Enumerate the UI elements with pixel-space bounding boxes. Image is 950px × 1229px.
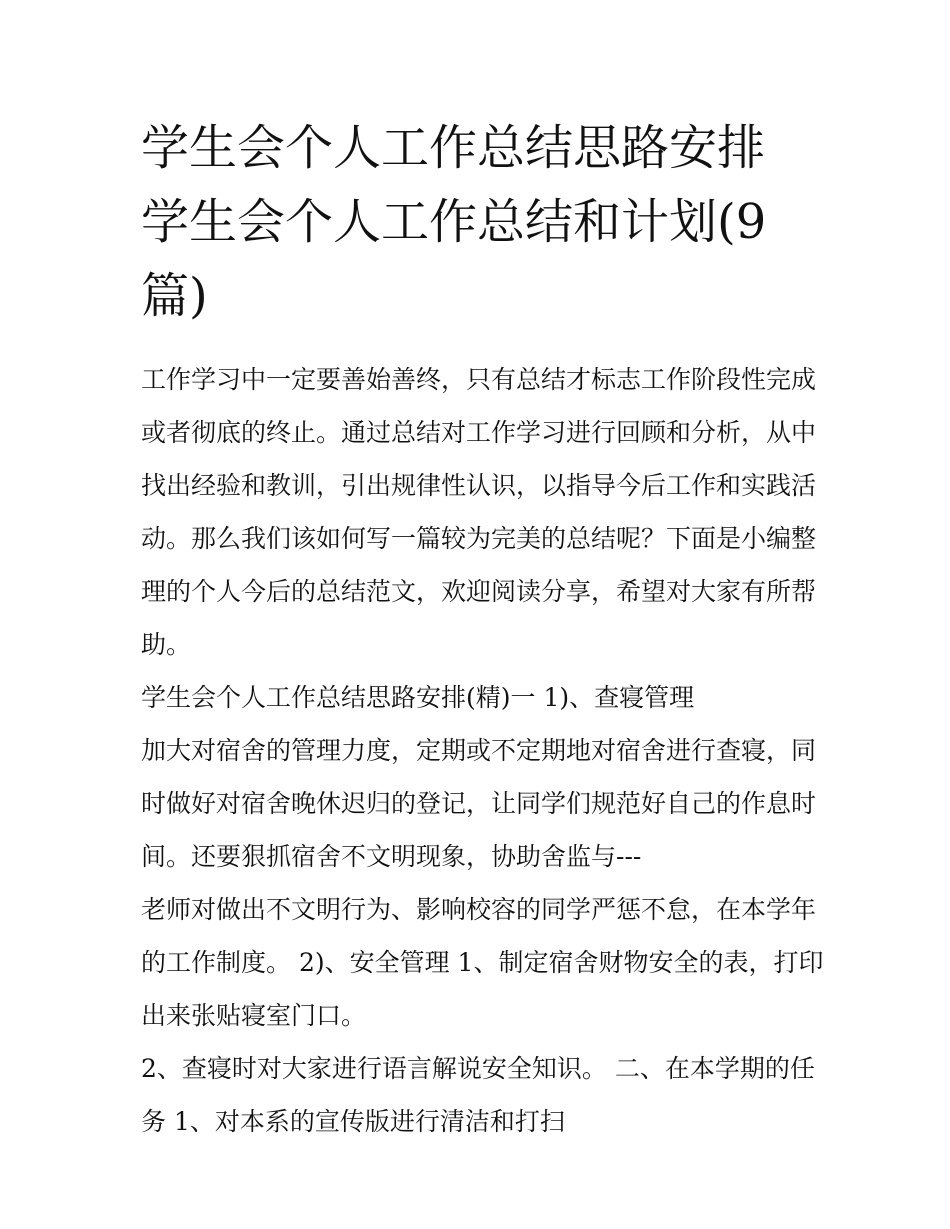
text-line: 理的个人今后的总结范文，欢迎阅读分享，希望对大家有所帮 [141,577,817,606]
text-line: 找出经验和教训，引出规律性认识，以指导今后工作和实践活 [141,471,817,500]
title-line: 学生会个人工作总结思路安排 [141,120,766,176]
title-line: 学生会个人工作总结和计划(9 [141,194,767,250]
dorm-check-paragraph [141,724,816,883]
safety-paragraph [141,1042,816,1148]
text-line: 时做好对宿舍晚休迟归的登记，让同学们规范好自己的作息时 [141,789,817,818]
text-line: 出来张贴寝室门口。 [141,1001,367,1030]
text-line: 工作学习中一定要善始善终，只有总结才标志工作阶段性完成 [141,365,817,394]
text-line: 的工作制度。 2)、安全管理 1、制定宿舍财物安全的表，打印 [141,948,824,977]
section-heading [141,671,816,724]
text-line: 间。还要狠抓宿舍不文明现象，协助舍监与--- [141,842,642,871]
text-line: 务 1、对本系的宣传版进行清洁和打扫 [141,1107,565,1136]
text-line: 助。 [141,630,192,659]
text-line: 加大对宿舍的管理力度，定期或不定期地对宿舍进行查寝，同 [141,736,817,765]
text-line: 老师对做出不文明行为、影响校容的同学严惩不怠，在本学年 [141,895,817,924]
text-line: 动。那么我们该如何写一篇较为完美的总结呢？下面是小编整 [141,524,817,553]
intro-paragraph [141,353,816,671]
text-line: 2、查寝时对大家进行语言解说安全知识。 二、在本学期的任 [141,1054,815,1083]
text-line: 学生会个人工作总结思路安排(精)一 1)、查寝管理 [141,683,695,712]
discipline-paragraph [141,883,824,1042]
document-title [141,111,821,333]
text-line: 或者彻底的终止。通过总结对工作学习进行回顾和分析，从中 [141,418,817,447]
title-line: 篇) [141,268,208,324]
document-body [141,353,824,1148]
